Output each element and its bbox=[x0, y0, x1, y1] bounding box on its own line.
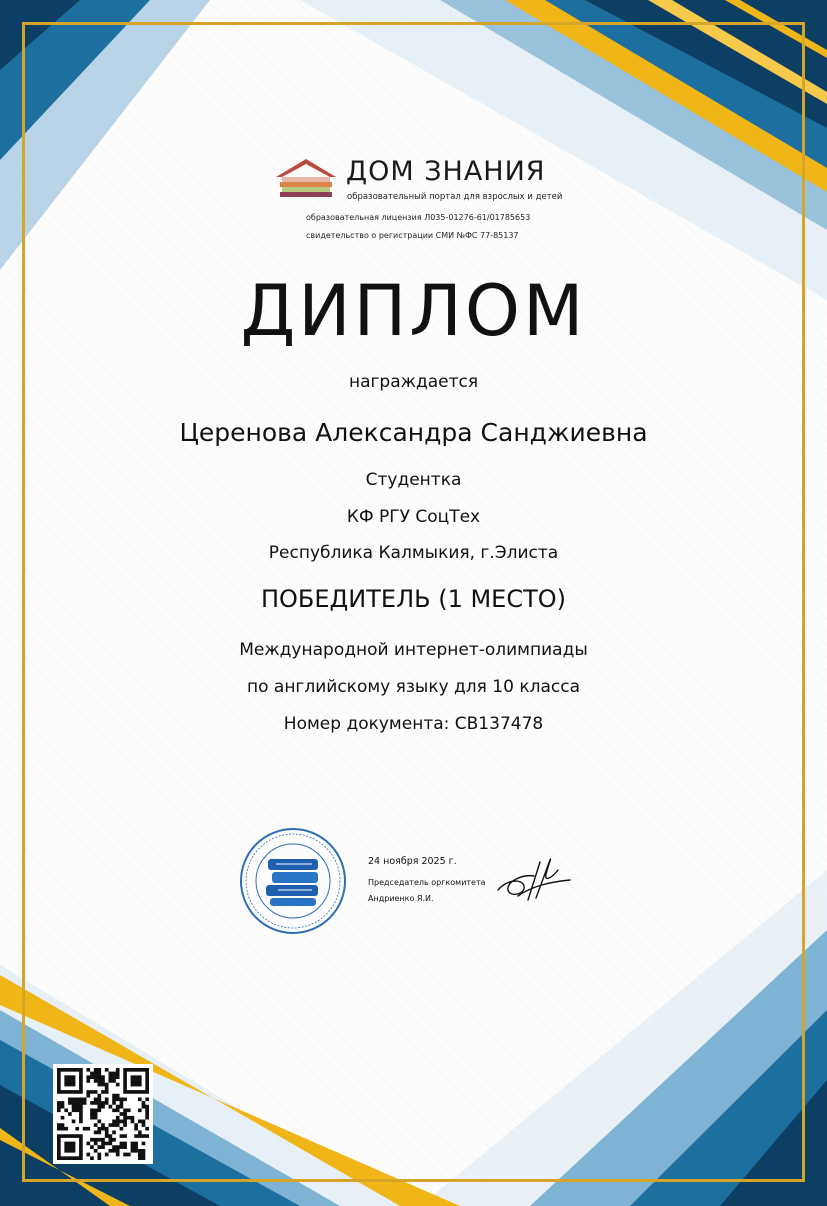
registration-text: свидетельство о регистрации СМИ №ФС 77-85137 bbox=[306, 231, 519, 240]
event-line-1: Международной интернет-олимпиады bbox=[239, 640, 588, 660]
document-number: Номер документа: СВ137478 bbox=[283, 714, 544, 734]
chair-name: Андриенко Я.И. bbox=[368, 894, 434, 903]
signature-icon bbox=[492, 852, 574, 912]
license-text: образовательная лицензия Л035-01276-61/01785653 bbox=[306, 213, 531, 222]
recipient-role: Студентка bbox=[365, 470, 462, 490]
chair-title: Председатель оргкомитета bbox=[368, 878, 486, 887]
recipient-location: Республика Калмыкия, г.Элиста bbox=[268, 543, 559, 563]
seal-stamp-icon bbox=[238, 826, 348, 936]
issue-date: 24 ноября 2025 г. bbox=[368, 856, 457, 867]
recipient-organization: КФ РГУ СоцТех bbox=[346, 507, 481, 527]
diploma-title: ДИПЛОМ bbox=[240, 270, 587, 352]
house-books-logo-icon bbox=[274, 155, 338, 201]
recipient-name: Церенова Александра Санджиевна bbox=[179, 418, 648, 447]
brand-tagline: образовательный портал для взрослых и детей bbox=[347, 192, 563, 202]
awarded-label: награждается bbox=[348, 372, 479, 392]
event-line-2: по английскому языку для 10 класса bbox=[246, 677, 581, 697]
brand-name: ДОМ ЗНАНИЯ bbox=[346, 156, 546, 187]
qr-code-icon bbox=[53, 1064, 153, 1164]
award-place: ПОБЕДИТЕЛЬ (1 МЕСТО) bbox=[260, 585, 567, 613]
